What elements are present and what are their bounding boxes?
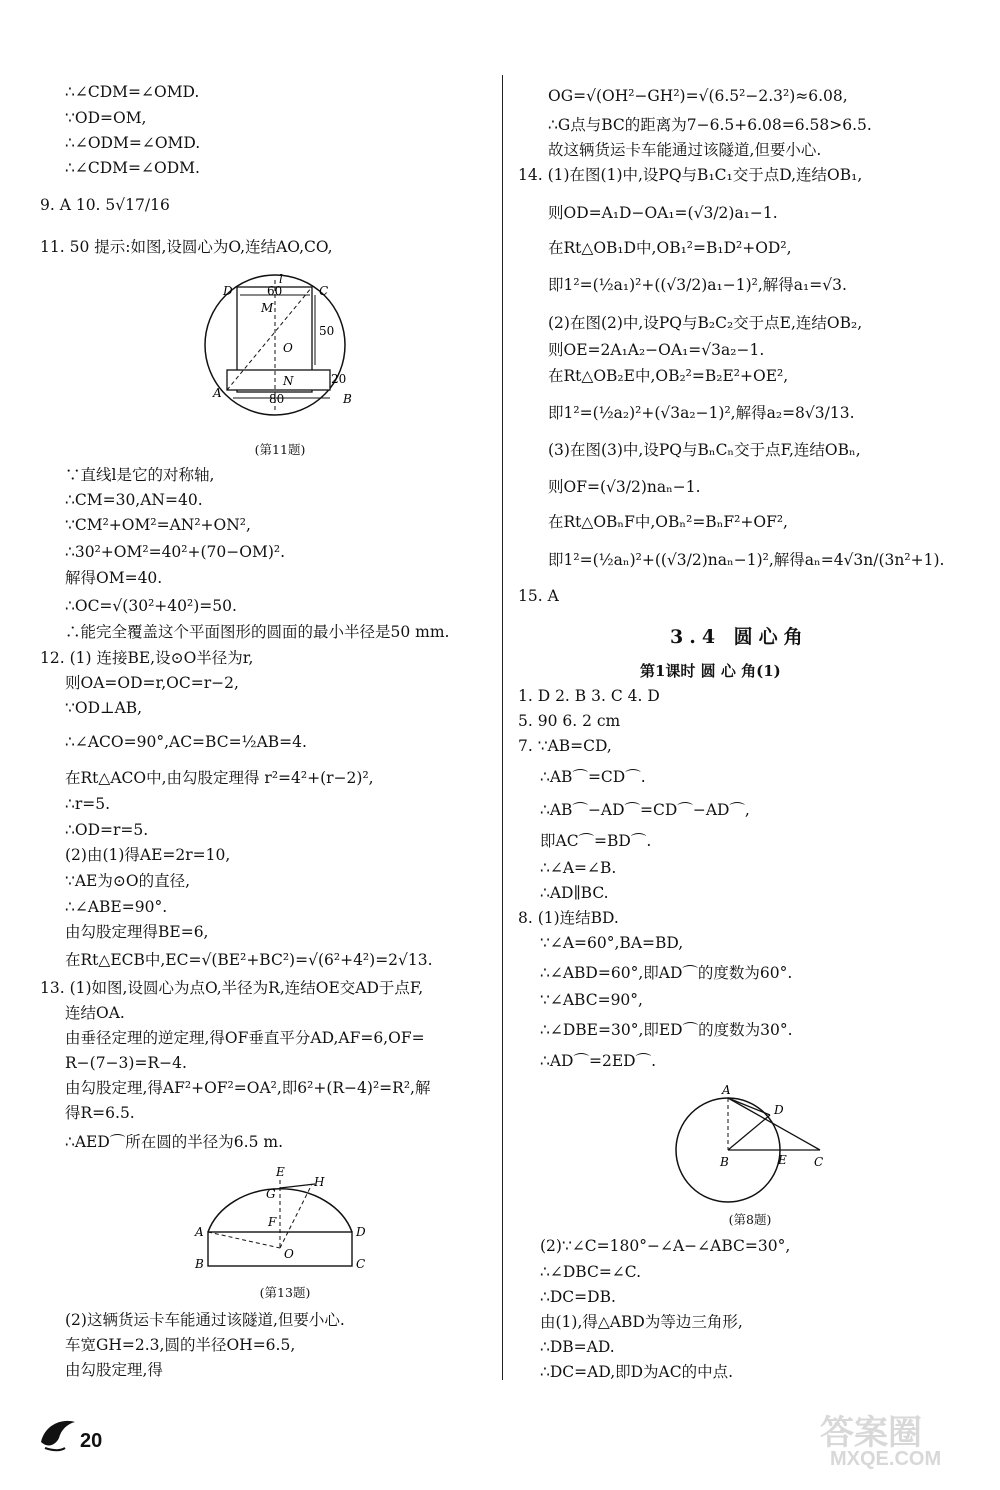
figure-11	[195, 265, 360, 425]
text-line: ∴∠DBC=∠C.	[540, 1263, 642, 1281]
text-line: ∴AB⌒=CD⌒.	[540, 768, 646, 786]
figure-caption: (第11题)	[254, 442, 306, 457]
text-line: 在Rt△OBₙF中,OBₙ²=BₙF²+OF²,	[548, 513, 788, 531]
fig13-label: H	[314, 1175, 325, 1189]
fig11-label: 20	[331, 372, 347, 386]
page-number: 20	[80, 1430, 103, 1452]
fig11-label: A	[213, 386, 222, 400]
text-line: (2)这辆货运卡车能通过该隧道,但要小心.	[65, 1311, 345, 1329]
fig13-label: G	[266, 1187, 276, 1201]
text-line: 故这辆货运卡车能通过该隧道,但要小心.	[548, 141, 822, 159]
fig13-label: C	[356, 1257, 366, 1271]
fig8-label: A	[722, 1083, 731, 1097]
text-line: ∵直线l是它的对称轴,	[65, 466, 215, 484]
text-line: ∴∠DBE=30°,即ED⌒的度数为30°.	[540, 1021, 793, 1039]
text-line: 由勾股定理,得	[65, 1361, 163, 1379]
text-line: 9. A 10. 5√17/16	[40, 196, 170, 214]
text-line: ∴∠ABD=60°,即AD⌒的度数为60°.	[540, 964, 793, 982]
dolphin-logo-icon	[35, 1412, 80, 1457]
fig13-label: O	[284, 1247, 294, 1261]
text-line: (3)在图(3)中,设PQ与BₙCₙ交于点F,连结OBₙ,	[548, 441, 861, 459]
text-line: 13. (1)如图,设圆心为点O,半径为R,连结OE交AD于点F,	[40, 979, 424, 997]
text-line: OG=√(OH²−GH²)=√(6.5²−2.3²)≈6.08,	[548, 87, 848, 105]
fig11-label: 50	[319, 324, 335, 338]
fig11-label: B	[343, 392, 352, 406]
text-line: 14. (1)在图(1)中,设PQ与B₁C₁交于点D,连结OB₁,	[518, 166, 863, 184]
text-line: 由(1),得△ABD为等边三角形,	[540, 1313, 743, 1331]
fig11-label: 80	[269, 392, 285, 406]
section-heading: 3.4 圆心角	[670, 626, 809, 648]
column-divider	[502, 75, 503, 1380]
text-line: ∵OD=OM,	[65, 109, 147, 127]
text-line: 由勾股定理,得AF²+OF²=OA²,即6²+(R−4)²=R²,解	[65, 1079, 431, 1097]
text-line: (2)∵∠C=180°−∠A−∠ABC=30°,	[540, 1237, 791, 1255]
text-line: 在Rt△OB₁D中,OB₁²=B₁D²+OD²,	[548, 239, 792, 257]
fig11-label: O	[283, 341, 293, 355]
lesson-heading: 第1课时 圆 心 角(1)	[640, 662, 781, 680]
text-line: 8. (1)连结BD.	[518, 909, 619, 927]
text-line: ∵∠ABC=90°,	[540, 991, 643, 1009]
fig13-label: B	[195, 1257, 204, 1271]
text-line: ∴∠ACO=90°,AC=BC=½AB=4.	[65, 733, 307, 751]
text-line: ∴AD∥BC.	[540, 884, 609, 902]
fig8-label: E	[778, 1153, 787, 1167]
fig13-label: D	[356, 1225, 366, 1239]
text-line: 5. 90 6. 2 cm	[518, 712, 621, 730]
text-line: ∴AED⌒所在圆的半径为6.5 m.	[65, 1133, 283, 1151]
text-line: ∴30²+OM²=40²+(70−OM)².	[65, 543, 286, 561]
text-line: ∴∠A=∠B.	[540, 859, 617, 877]
text-line: 连结OA.	[65, 1004, 125, 1022]
text-line: ∴∠CDM=∠ODM.	[65, 159, 200, 177]
text-line: 由勾股定理得BE=6,	[65, 923, 209, 941]
text-line: 7. ∵AB=CD,	[518, 737, 612, 755]
fig11-label: D	[223, 284, 233, 298]
fig11-label: M	[261, 301, 274, 315]
text-line: ∴∠ABE=90°.	[65, 898, 168, 916]
text-line: 15. A	[518, 587, 559, 605]
fig13-label: A	[195, 1225, 204, 1239]
text-line: ∴AB⌒−AD⌒=CD⌒−AD⌒,	[540, 801, 750, 819]
text-line: 则OD=A₁D−OA₁=(√3/2)a₁−1.	[548, 204, 778, 222]
text-line: ∴r=5.	[65, 795, 111, 813]
fig8-label: C	[814, 1155, 824, 1169]
text-line: ∴DC=AD,即D为AC的中点.	[540, 1363, 734, 1381]
text-line: 在Rt△OB₂E中,OB₂²=B₂E²+OE²,	[548, 367, 789, 385]
text-line: ∴OC=√(30²+40²)=50.	[65, 597, 237, 615]
figure-caption: (第8题)	[728, 1212, 772, 1227]
text-line: ∴CM=30,AN=40.	[65, 491, 203, 509]
text-line: ∵AE为⊙O的直径,	[65, 872, 190, 890]
fig13-label: E	[276, 1165, 285, 1179]
text-line: 即1²=(½a₁)²+((√3/2)a₁−1)²,解得a₁=√3.	[548, 276, 847, 294]
text-line: ∵∠A=60°,BA=BD,	[540, 934, 684, 952]
fig11-label: l	[279, 272, 283, 286]
text-line: 解得OM=40.	[65, 569, 163, 587]
text-line: 得R=6.5.	[65, 1104, 135, 1122]
text-line: 车宽GH=2.3,圆的半径OH=6.5,	[65, 1336, 296, 1354]
text-line: ∴∠CDM=∠OMD.	[65, 83, 200, 101]
text-line: 则OE=2A₁A₂−OA₁=√3a₂−1.	[548, 341, 765, 359]
figure-caption: (第13题)	[259, 1285, 311, 1300]
text-line: R−(7−3)=R−4.	[65, 1054, 187, 1072]
text-line: ∵CM²+OM²=AN²+ON²,	[65, 516, 251, 534]
text-line: ∴G点与BC的距离为7−6.5+6.08=6.58>6.5.	[548, 116, 872, 134]
text-line: 在Rt△ACO中,由勾股定理得 r²=4²+(r−2)²,	[65, 769, 374, 787]
text-line: 则OF=(√3/2)naₙ−1.	[548, 478, 701, 496]
figure-8	[670, 1080, 840, 1205]
fig8-label: B	[720, 1155, 729, 1169]
text-line: 12. (1) 连接BE,设⊙O半径为r,	[40, 649, 254, 667]
figure-13	[190, 1160, 375, 1280]
fig11-label: N	[283, 374, 294, 388]
text-line: 在Rt△ECB中,EC=√(BE²+BC²)=√(6²+4²)=2√13.	[65, 951, 433, 969]
text-line: ∴DC=DB.	[540, 1288, 616, 1306]
text-line: ∴能完全覆盖这个平面图形的圆面的最小半径是50 mm.	[65, 623, 450, 641]
text-line: (2)在图(2)中,设PQ与B₂C₂交于点E,连结OB₂,	[548, 314, 863, 332]
watermark-url: MXQE.COM	[830, 1448, 942, 1470]
text-line: ∴∠ODM=∠OMD.	[65, 134, 201, 152]
fig8-label: D	[774, 1103, 784, 1117]
text-line: 11. 50 提示:如图,设圆心为O,连结AO,CO,	[40, 238, 333, 256]
text-line: 则OA=OD=r,OC=r−2,	[65, 674, 239, 692]
text-line: ∴AD⌒=2ED⌒.	[540, 1052, 657, 1070]
text-line: (2)由(1)得AE=2r=10,	[65, 846, 231, 864]
text-line: 即1²=(½aₙ)²+((√3/2)naₙ−1)²,解得aₙ=4√3n/(3n²+1).	[548, 551, 945, 569]
text-line: 1. D 2. B 3. C 4. D	[518, 687, 660, 705]
text-line: ∵OD⊥AB,	[65, 699, 143, 717]
fig11-label: 60	[267, 284, 283, 298]
fig11-label: C	[319, 284, 329, 298]
text-line: 即1²=(½a₂)²+(√3a₂−1)²,解得a₂=8√3/13.	[548, 404, 855, 422]
text-line: 即AC⌒=BD⌒.	[540, 832, 652, 850]
text-line: ∴OD=r=5.	[65, 821, 149, 839]
fig13-label: F	[268, 1215, 277, 1229]
text-line: ∴DB=AD.	[540, 1338, 615, 1356]
text-line: 由垂径定理的逆定理,得OF垂直平分AD,AF=6,OF=	[65, 1029, 425, 1047]
watermark: 答案圈	[820, 1414, 922, 1452]
